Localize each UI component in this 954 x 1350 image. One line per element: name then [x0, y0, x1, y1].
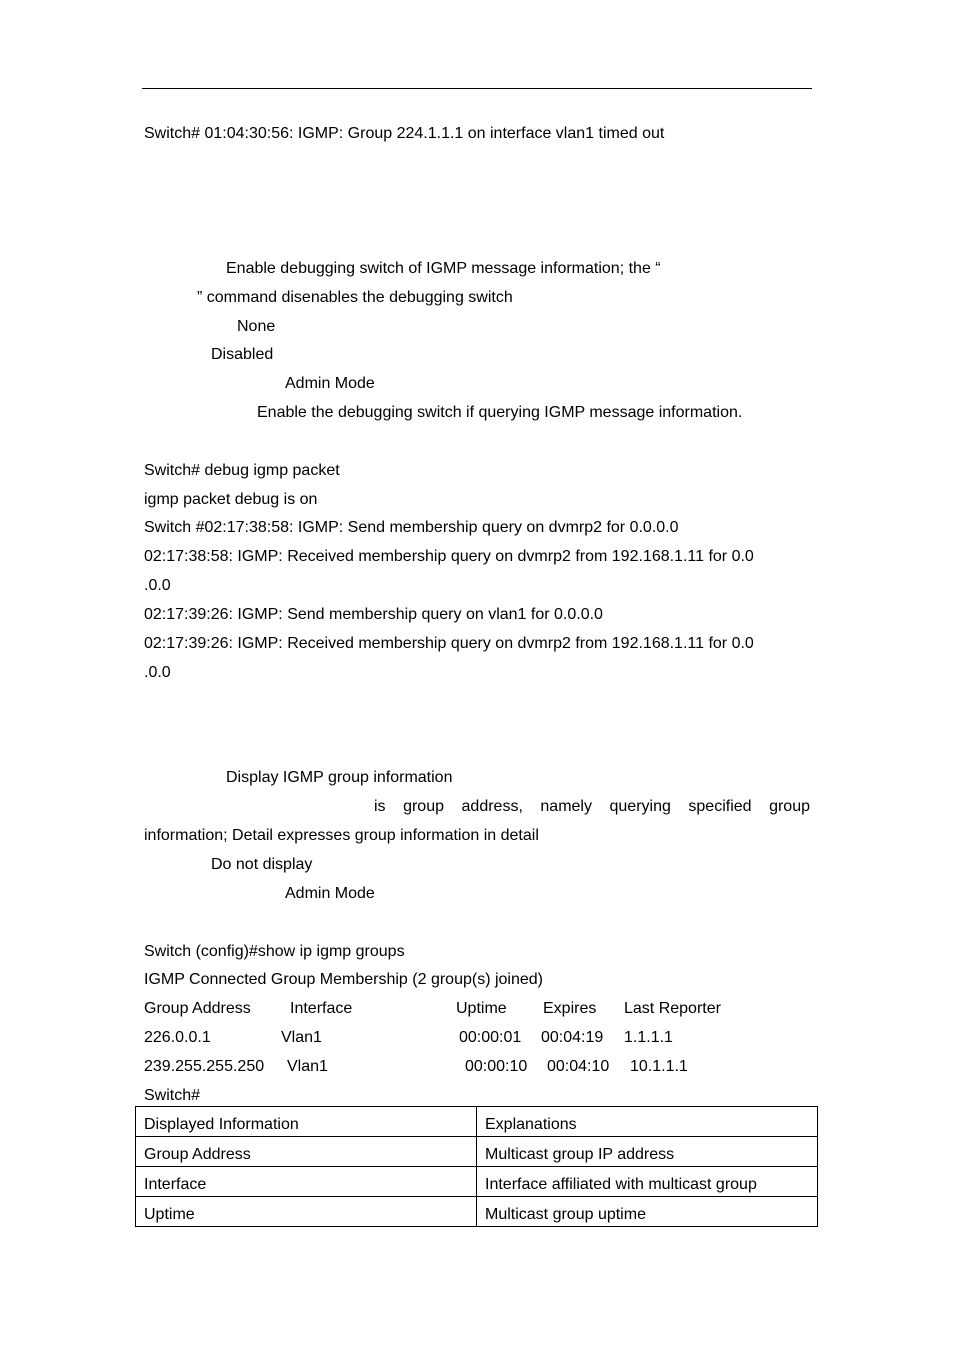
show-parameter-line1 [144, 797, 810, 817]
log-timeout-line: Switch# 01:04:30:56: IGMP: Group 224.1.1.1 on interface vlan1 timed out [144, 125, 665, 142]
table-header-cell: Explanations [477, 1107, 818, 1137]
debug-usage-guide: Enable the debugging switch if querying IGMP message information. [257, 404, 743, 421]
show-command: Switch (config)#show ip igmp groups [144, 943, 405, 960]
table-row [136, 1167, 818, 1197]
table-cell: Interface affiliated with multicast group [477, 1167, 818, 1197]
debug-command-mode: Admin Mode [285, 375, 375, 392]
debug-function-line1: Enable debugging switch of IGMP message information; the “ [226, 260, 661, 277]
displayed-information-table [135, 1106, 818, 1227]
header-rule [142, 88, 812, 89]
parameter-word: namely [540, 798, 592, 815]
interface-cell: Vlan1 [281, 1029, 322, 1046]
table-cell: Multicast group uptime [477, 1197, 818, 1227]
last-reporter-cell: 1.1.1.1 [624, 1029, 673, 1046]
parameter-word: group [769, 798, 810, 815]
expires-cell: 00:04:19 [541, 1029, 604, 1046]
parameter-word: specified [688, 798, 752, 815]
debug-example-line: igmp packet debug is on [144, 491, 318, 508]
debug-example-line: Switch #02:17:38:58: IGMP: Send membership query on dvmrp2 for 0.0.0.0 [144, 519, 679, 536]
show-summary: IGMP Connected Group Membership (2 group(s) joined) [144, 971, 543, 988]
debug-function-line2: ” command disenables the debugging switch [197, 289, 513, 306]
last-reporter-cell: 10.1.1.1 [630, 1058, 688, 1075]
show-function: Display IGMP group information [226, 769, 453, 786]
table-cell: Interface [136, 1167, 477, 1197]
debug-example-line: 02:17:39:26: IGMP: Received membership query on dvmrp2 from 192.168.1.11 for 0.0 [144, 635, 754, 652]
debug-example-line: .0.0 [144, 664, 171, 681]
group-address-cell: 239.255.255.250 [144, 1058, 265, 1075]
table-row [136, 1197, 818, 1227]
parameter-word: address, [461, 798, 523, 815]
debug-example-line: 02:17:38:58: IGMP: Received membership query on dvmrp2 from 192.168.1.11 for 0.0 [144, 548, 754, 565]
table-cell: Group Address [136, 1137, 477, 1167]
table-row [136, 1137, 818, 1167]
debug-example-line: Switch# debug igmp packet [144, 462, 340, 479]
interface-cell: Vlan1 [287, 1058, 328, 1075]
col-header-group-address: Group Address [144, 1000, 251, 1017]
show-default: Do not display [211, 856, 313, 873]
table-header-row [136, 1107, 818, 1137]
col-header-uptime: Uptime [456, 1000, 507, 1017]
debug-example-line: .0.0 [144, 577, 171, 594]
group-address-cell: 226.0.0.1 [144, 1029, 211, 1046]
show-parameter-line2: information; Detail expresses group information in detail [144, 827, 539, 844]
col-header-last-reporter: Last Reporter [624, 1000, 721, 1017]
parameter-word: group [403, 798, 444, 815]
table-cell: Uptime [136, 1197, 477, 1227]
col-header-expires: Expires [543, 1000, 597, 1017]
table-cell: Multicast group IP address [477, 1137, 818, 1167]
debug-parameter: None [237, 318, 276, 335]
show-command-mode: Admin Mode [285, 885, 375, 902]
debug-example-line: 02:17:39:26: IGMP: Send membership query on vlan1 for 0.0.0.0 [144, 606, 603, 623]
table-header-cell: Displayed Information [136, 1107, 477, 1137]
uptime-cell: 00:00:01 [459, 1029, 522, 1046]
switch-prompt: Switch# [144, 1087, 201, 1104]
col-header-interface: Interface [290, 1000, 353, 1017]
debug-default: Disabled [211, 346, 274, 363]
parameter-word: is [374, 798, 386, 815]
expires-cell: 00:04:10 [547, 1058, 610, 1075]
parameter-word: querying [609, 798, 671, 815]
uptime-cell: 00:00:10 [465, 1058, 528, 1075]
